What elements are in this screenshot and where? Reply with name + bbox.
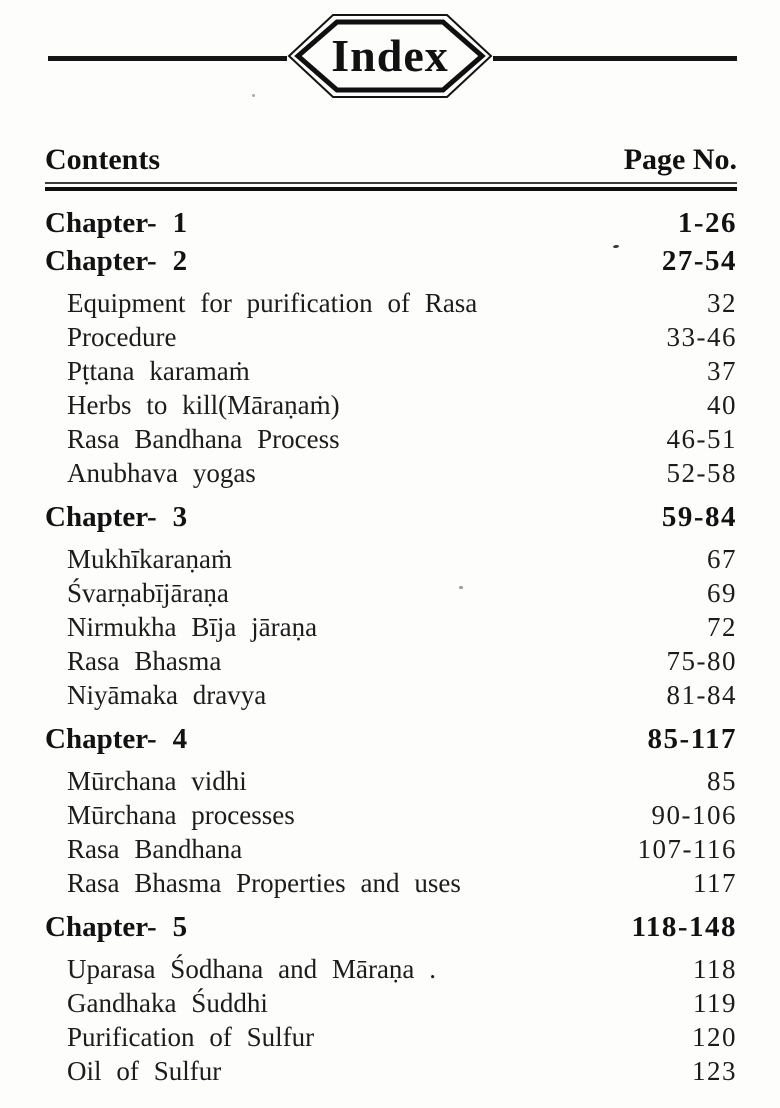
toc-item-row (45, 422, 737, 456)
header-double-rule (45, 182, 737, 191)
toc-item-row (45, 354, 737, 388)
toc-item-title: Śvarṇabījāraṇa (67, 578, 229, 608)
chapter-page-range: 27-54 (661, 245, 737, 277)
toc-item-row (45, 456, 737, 490)
scan-speck (459, 586, 463, 589)
chapter-title: Chapter- 5 (45, 911, 188, 943)
toc-item-page: 119 (693, 988, 737, 1018)
toc-item-title: Anubhava yogas (67, 458, 256, 488)
toc-item-row (45, 678, 737, 712)
chapter-title: Chapter- 1 (45, 207, 188, 239)
toc-item-row (45, 832, 737, 866)
toc-item-page: 123 (692, 1056, 737, 1086)
chapter-title: Chapter- 2 (45, 245, 188, 277)
toc-item-page: 37 (707, 356, 737, 386)
toc-item-row (45, 320, 737, 354)
page-no-heading: Page No. (623, 143, 737, 176)
chapter-title: Chapter- 3 (45, 501, 188, 533)
toc-item-title: Mūrchana vidhi (67, 766, 247, 796)
toc-item-row (45, 388, 737, 422)
toc-item-title: Pṭtana karamaṁ (67, 356, 250, 386)
toc-item-row (45, 952, 737, 986)
toc-item-page: 85 (707, 766, 737, 796)
contents-heading: Contents (45, 143, 161, 176)
scan-speck (252, 94, 255, 97)
toc-item-page: 90-106 (651, 800, 737, 830)
toc-item-page: 75-80 (666, 646, 737, 676)
chapter-page-range: 1-26 (677, 207, 737, 239)
index-badge (287, 12, 493, 100)
chapter-page-range: 118-148 (631, 911, 737, 943)
toc-item-row (45, 576, 737, 610)
toc-item-page: 32 (707, 288, 737, 318)
chapter-row (45, 244, 737, 278)
toc-item-row (45, 644, 737, 678)
toc-header (45, 143, 737, 177)
chapter-row (45, 722, 737, 756)
toc-item-row (45, 286, 737, 320)
toc-item-title: Mūrchana processes (67, 800, 295, 830)
chapter-page-range: 59-84 (661, 501, 737, 533)
toc-item-page: 69 (707, 578, 737, 608)
toc-item-page: 40 (707, 390, 737, 420)
toc-item-page: 46-51 (666, 424, 737, 454)
toc-item-title: Niyāmaka dravya (67, 680, 267, 710)
toc-item-title: Gandhaka Śuddhi (67, 988, 268, 1018)
chapter-row (45, 500, 737, 534)
toc-item-title: Uparasa Śodhana and Māraṇa . (67, 954, 437, 984)
toc-item-page: 72 (707, 612, 737, 642)
toc-item-title: Purification of Sulfur (67, 1022, 315, 1052)
toc-item-page: 52-58 (666, 458, 737, 488)
toc-item-page: 33-46 (666, 322, 737, 352)
toc-list (45, 196, 737, 1088)
toc-item-row (45, 986, 737, 1020)
chapter-row (45, 206, 737, 240)
toc-item-title: Rasa Bandhana Process (67, 424, 340, 454)
toc-item-row (45, 542, 737, 576)
toc-item-title: Herbs to kill(Māraṇaṁ) (67, 390, 340, 420)
toc-item-page: 120 (692, 1022, 737, 1052)
toc-item-row (45, 764, 737, 798)
toc-item-row (45, 610, 737, 644)
toc-item-row (45, 866, 737, 900)
chapter-title: Chapter- 4 (45, 723, 188, 755)
toc-item-title: Rasa Bhasma (67, 646, 222, 676)
toc-item-page: 81-84 (666, 680, 737, 710)
toc-item-row (45, 1020, 737, 1054)
toc-item-title: Procedure (67, 322, 177, 352)
toc-item-title: Nirmukha Bīja jāraṇa (67, 612, 318, 642)
toc-item-page: 67 (707, 544, 737, 574)
toc-item-title: Rasa Bandhana (67, 834, 243, 864)
toc-item-page: 107-116 (637, 834, 737, 864)
toc-item-title: Equipment for purification of Rasa (67, 288, 478, 318)
chapter-row (45, 910, 737, 944)
index-badge-title: Index (331, 29, 449, 81)
toc-item-page: 117 (693, 868, 737, 898)
chapter-page-range: 85-117 (647, 723, 737, 755)
toc-item-title: Oil of Sulfur (67, 1056, 222, 1086)
toc-item-page: 118 (693, 954, 737, 984)
toc-item-row (45, 798, 737, 832)
toc-item-title: Rasa Bhasma Properties and uses (67, 868, 461, 898)
toc-item-title: Mukhīkaraṇaṁ (67, 544, 232, 574)
toc-item-row (45, 1054, 737, 1088)
